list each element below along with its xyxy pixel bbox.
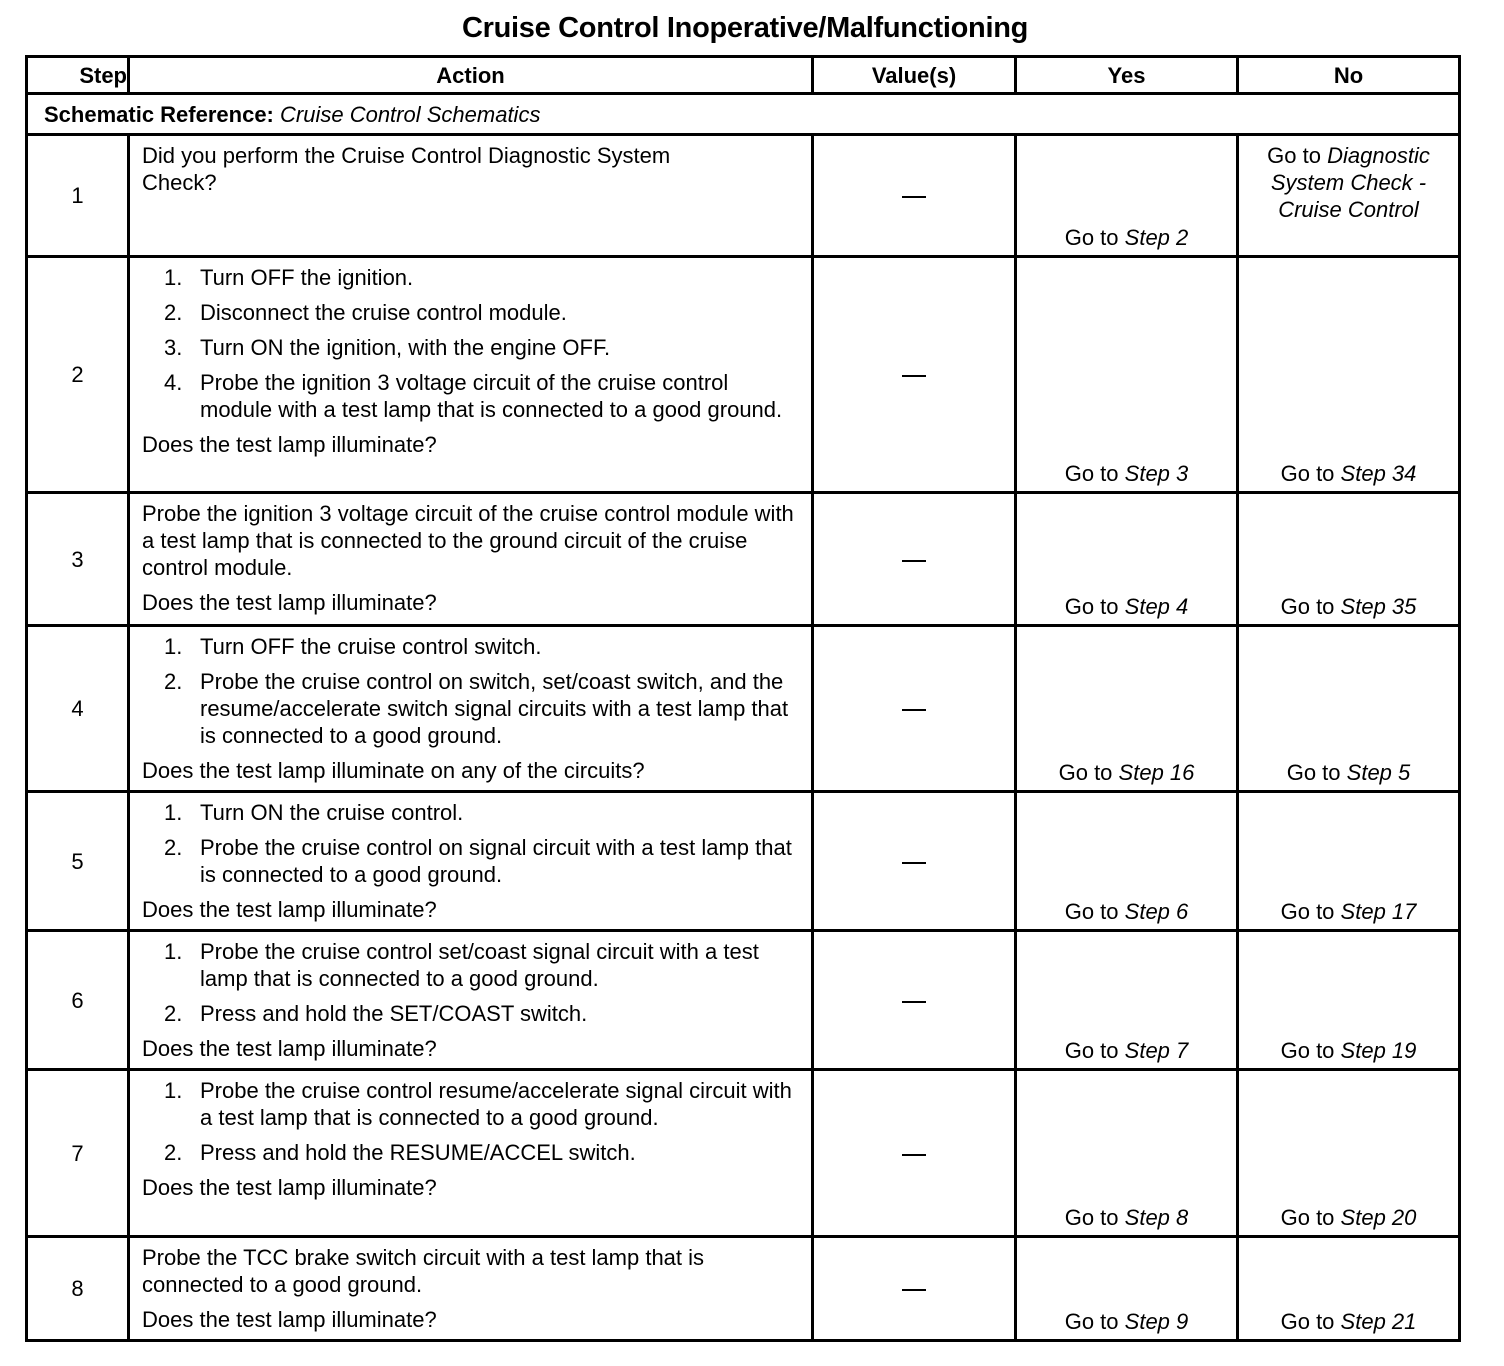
question-text: Does the test lamp illuminate? bbox=[142, 432, 437, 457]
yes-step-link[interactable]: Step 2 bbox=[1124, 225, 1189, 250]
value-cell bbox=[813, 626, 1016, 792]
substep: 2. Press and hold the SET/COAST switch. bbox=[164, 1001, 588, 1026]
table-row bbox=[27, 1237, 1460, 1341]
no-cell: Go to Step 21 bbox=[1238, 1237, 1460, 1341]
value-cell bbox=[813, 135, 1016, 257]
action-cell bbox=[129, 792, 813, 931]
dash-icon bbox=[902, 1289, 926, 1291]
dash-icon bbox=[902, 709, 926, 711]
question-text: Does the test lamp illuminate on any of the circuits? bbox=[142, 758, 645, 783]
action-text: Did you perform the Cruise Control Diagnostic System Check? bbox=[142, 143, 671, 195]
yes-cell: Go to Step 6 bbox=[1016, 792, 1238, 931]
yes-step-link[interactable]: Step 3 bbox=[1124, 461, 1189, 486]
column-header-yes: Yes bbox=[1016, 57, 1238, 94]
yes-step-link[interactable]: Step 7 bbox=[1124, 1038, 1189, 1063]
no-cell: Go to Step 20 bbox=[1238, 1070, 1460, 1237]
no-step-link[interactable]: Diagnostic System Check - Cruise Control bbox=[1270, 143, 1430, 222]
substep-list bbox=[142, 938, 803, 1027]
value-cell bbox=[813, 931, 1016, 1070]
action-cell bbox=[129, 626, 813, 792]
substep: 4. Probe the ignition 3 voltage circuit of the cruise control module with a test lamp that is connected to a good ground. bbox=[164, 370, 783, 422]
yes-step-link[interactable]: Step 9 bbox=[1124, 1309, 1189, 1334]
step-number: 8 bbox=[27, 1237, 129, 1341]
table-row bbox=[27, 1070, 1460, 1237]
substep-list bbox=[142, 264, 803, 423]
no-step-link[interactable]: Step 20 bbox=[1340, 1205, 1417, 1230]
dash-icon bbox=[902, 196, 926, 198]
substep-list bbox=[142, 633, 803, 749]
action-cell bbox=[129, 257, 813, 493]
step-number: 1 bbox=[27, 135, 129, 257]
dash-icon bbox=[902, 862, 926, 864]
question-text: Does the test lamp illuminate? bbox=[142, 1307, 437, 1332]
diagnostic-table bbox=[25, 55, 1461, 1342]
question-text: Does the test lamp illuminate? bbox=[142, 590, 437, 615]
table-row bbox=[27, 135, 1460, 257]
action-text: Probe the ignition 3 voltage circuit of the cruise control module with a test lamp that is connected to the ground circuit of the cruise control module. bbox=[142, 501, 794, 580]
substep-list bbox=[142, 1077, 803, 1166]
yes-cell: Go to Step 7 bbox=[1016, 931, 1238, 1070]
yes-cell: Go to Step 2 bbox=[1016, 135, 1238, 257]
no-step-link[interactable]: Step 5 bbox=[1346, 760, 1411, 785]
value-cell bbox=[813, 792, 1016, 931]
substep: 1. Turn ON the cruise control. bbox=[164, 800, 464, 825]
value-cell bbox=[813, 257, 1016, 493]
substep: 1. Probe the cruise control resume/accelerate signal circuit with a test lamp that is connected to a good ground. bbox=[164, 1078, 792, 1130]
no-cell: Go to Step 34 bbox=[1238, 257, 1460, 493]
action-cell bbox=[129, 931, 813, 1070]
schematic-reference-link[interactable]: Cruise Control Schematics bbox=[280, 101, 541, 127]
value-cell bbox=[813, 1070, 1016, 1237]
no-cell: Go to Step 17 bbox=[1238, 792, 1460, 931]
substep: 1. Turn OFF the ignition. bbox=[164, 265, 414, 290]
step-number: 2 bbox=[27, 257, 129, 493]
substep-list bbox=[142, 799, 803, 888]
dash-icon bbox=[902, 560, 926, 562]
action-cell bbox=[129, 1237, 813, 1341]
dash-icon bbox=[902, 1154, 926, 1156]
table-row bbox=[27, 792, 1460, 931]
yes-cell: Go to Step 16 bbox=[1016, 626, 1238, 792]
yes-step-link[interactable]: Step 16 bbox=[1118, 760, 1195, 785]
substep: 1. Probe the cruise control set/coast signal circuit with a test lamp that is connected to a good ground. bbox=[164, 939, 759, 991]
action-cell bbox=[129, 135, 813, 257]
yes-cell: Go to Step 8 bbox=[1016, 1070, 1238, 1237]
question-text: Does the test lamp illuminate? bbox=[142, 1175, 437, 1200]
no-cell: Go to Diagnostic System Check - Cruise Control bbox=[1238, 135, 1460, 257]
value-cell bbox=[813, 493, 1016, 626]
step-number: 6 bbox=[27, 931, 129, 1070]
yes-cell: Go to Step 3 bbox=[1016, 257, 1238, 493]
action-cell bbox=[129, 1070, 813, 1237]
column-header-no: No bbox=[1238, 57, 1460, 94]
yes-cell: Go to Step 4 bbox=[1016, 493, 1238, 626]
step-number: 4 bbox=[27, 626, 129, 792]
table-header-row bbox=[27, 57, 1460, 94]
step-number: 7 bbox=[27, 1070, 129, 1237]
no-cell: Go to Step 5 bbox=[1238, 626, 1460, 792]
action-cell bbox=[129, 493, 813, 626]
table-row bbox=[27, 626, 1460, 792]
table-row bbox=[27, 931, 1460, 1070]
value-cell bbox=[813, 1237, 1016, 1341]
schematic-reference-row bbox=[27, 94, 1460, 135]
no-step-link[interactable]: Step 19 bbox=[1340, 1038, 1417, 1063]
column-header-action: Action bbox=[129, 57, 813, 94]
no-step-link[interactable]: Step 35 bbox=[1340, 594, 1417, 619]
step-number: 5 bbox=[27, 792, 129, 931]
yes-cell: Go to Step 9 bbox=[1016, 1237, 1238, 1341]
action-text: Probe the TCC brake switch circuit with a test lamp that is connected to a good ground. bbox=[142, 1245, 705, 1297]
no-cell: Go to Step 35 bbox=[1238, 493, 1460, 626]
column-header-values: Value(s) bbox=[813, 57, 1016, 94]
question-text: Does the test lamp illuminate? bbox=[142, 897, 437, 922]
dash-icon bbox=[902, 375, 926, 377]
substep: 2. Disconnect the cruise control module. bbox=[164, 300, 567, 325]
no-step-link[interactable]: Step 34 bbox=[1340, 461, 1417, 486]
substep: 3. Turn ON the ignition, with the engine OFF. bbox=[164, 335, 611, 360]
yes-step-link[interactable]: Step 4 bbox=[1124, 594, 1189, 619]
no-cell: Go to Step 19 bbox=[1238, 931, 1460, 1070]
column-header-step: Step bbox=[27, 57, 129, 94]
substep: 2. Probe the cruise control on signal circuit with a test lamp that is connected to a good ground. bbox=[164, 835, 792, 887]
substep: 2. Probe the cruise control on switch, set/coast switch, and the resume/accelerate switch signal circuits with a test lamp that is connected to a good ground. bbox=[164, 669, 789, 748]
schematic-reference bbox=[27, 94, 1460, 135]
page-title: Cruise Control Inoperative/Malfunctioning bbox=[461, 12, 1029, 44]
yes-step-link[interactable]: Step 8 bbox=[1124, 1205, 1189, 1230]
step-number: 3 bbox=[27, 493, 129, 626]
no-step-link[interactable]: Step 21 bbox=[1340, 1309, 1417, 1334]
question-text: Does the test lamp illuminate? bbox=[142, 1036, 437, 1061]
substep: 1. Turn OFF the cruise control switch. bbox=[164, 634, 542, 659]
schematic-reference-label: Schematic Reference: bbox=[44, 101, 274, 127]
table-row bbox=[27, 257, 1460, 493]
dash-icon bbox=[902, 1001, 926, 1003]
yes-step-link[interactable]: Step 6 bbox=[1124, 899, 1189, 924]
substep: 2. Press and hold the RESUME/ACCEL switch. bbox=[164, 1140, 636, 1165]
table-row bbox=[27, 493, 1460, 626]
no-step-link[interactable]: Step 17 bbox=[1340, 899, 1417, 924]
